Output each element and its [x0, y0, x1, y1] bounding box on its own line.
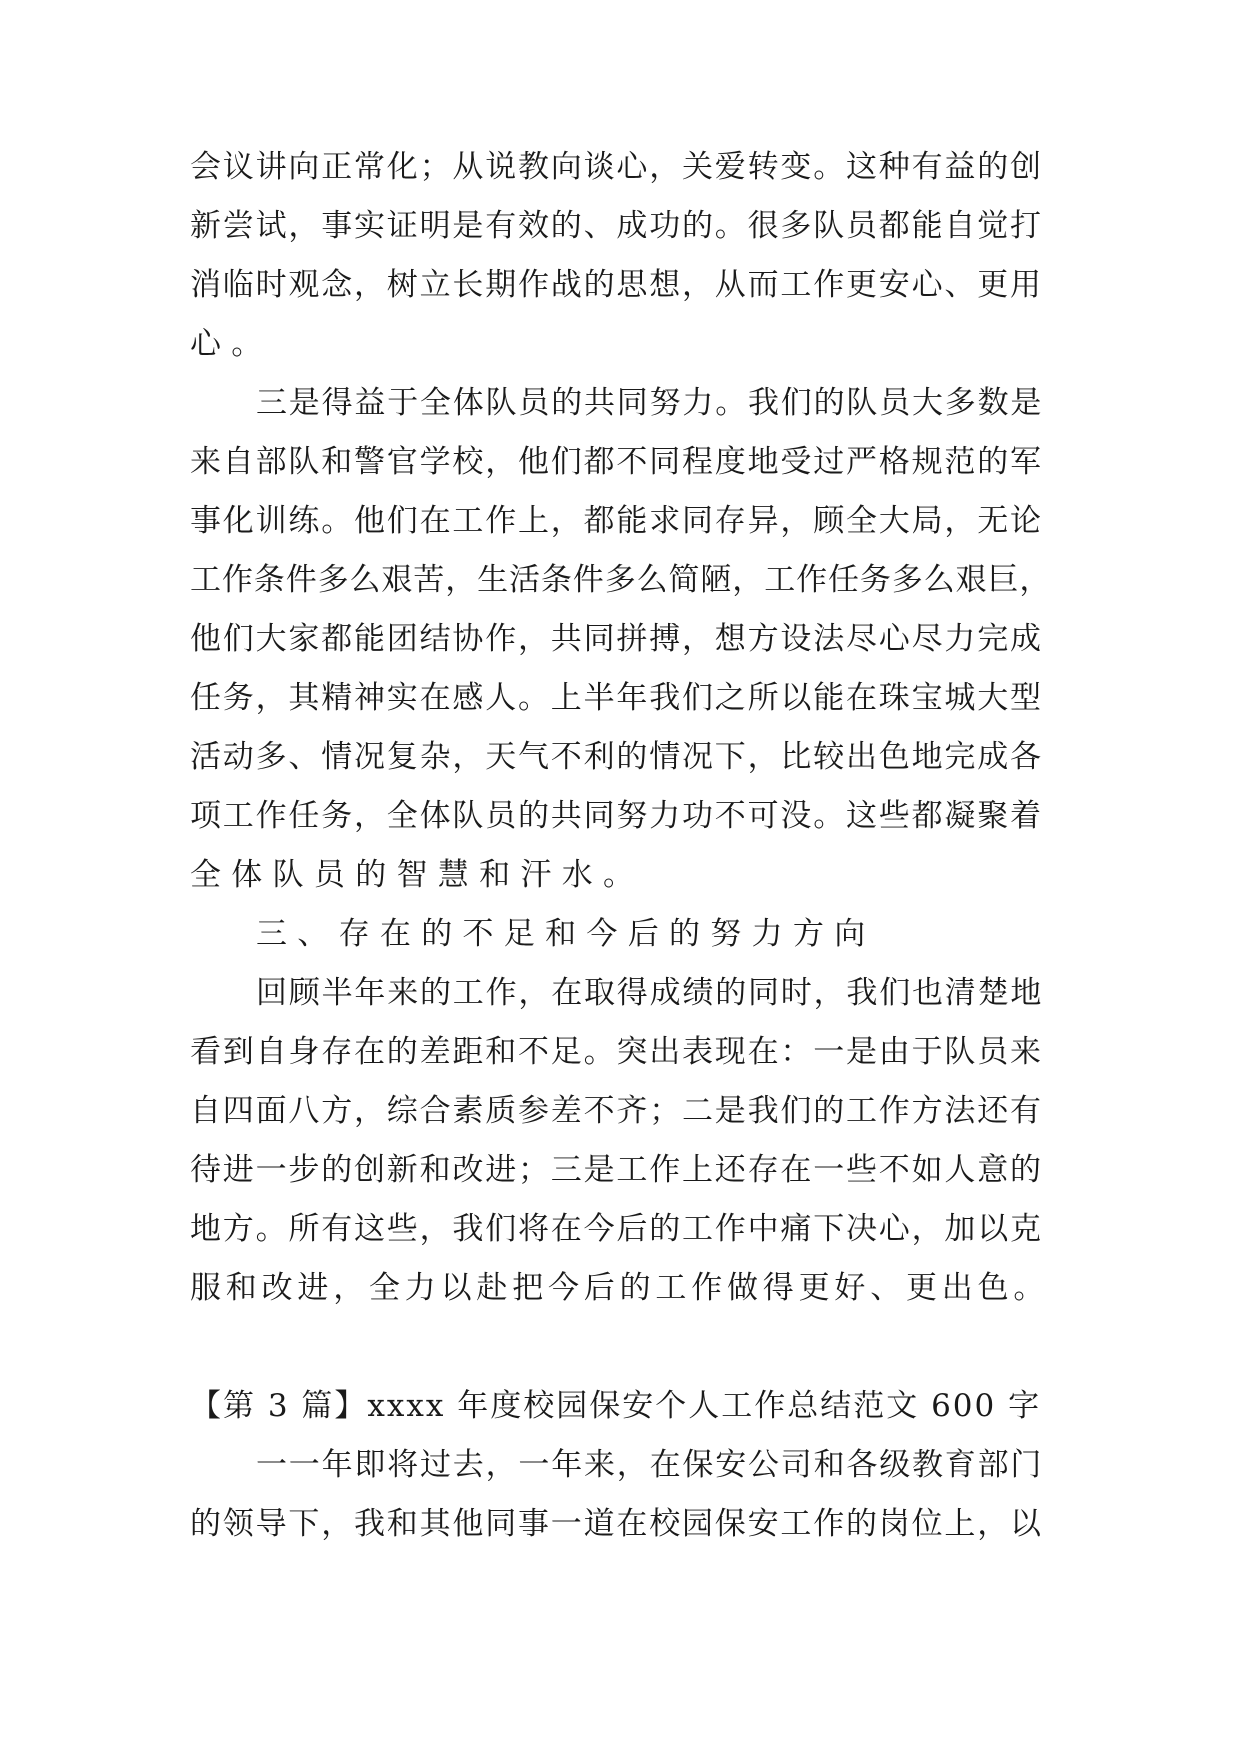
article-title: 【第 3 篇】xxxx 年度校园保安个人工作总结范文 600 字 — [190, 1388, 1042, 1424]
paragraph-line: 一一年即将过去，一年来，在保安公司和各级教育部门 — [256, 1447, 1044, 1483]
paragraph-line: 事化训练。他们在工作上，都能求同存异，顾全大局，无论 — [190, 503, 1043, 539]
paragraph-line: 回顾半年来的工作，在取得成绩的同时，我们也清楚地 — [256, 975, 1044, 1011]
paragraph-line: 项工作任务，全体队员的共同努力功不可没。这些都凝聚着 — [190, 798, 1043, 834]
paragraph-line: 地方。所有这些，我们将在今后的工作中痛下决心，加以克 — [190, 1211, 1043, 1247]
paragraph-line: 三是得益于全体队员的共同努力。我们的队员大多数是 — [256, 385, 1044, 421]
paragraph-line: 新尝试，事实证明是有效的、成功的。很多队员都能自觉打 — [190, 208, 1043, 244]
paragraph-line: 会议讲向正常化；从说教向谈心，关爱转变。这种有益的创 — [190, 149, 1043, 185]
paragraph-line: 看到自身存在的差距和不足。突出表现在：一是由于队员来 — [190, 1034, 1043, 1070]
paragraph-line: 他们大家都能团结协作，共同拼搏，想方设法尽心尽力完成 — [190, 621, 1043, 657]
paragraph-line: 来自部队和警官学校，他们都不同程度地受过严格规范的军 — [190, 444, 1043, 480]
paragraph-line: 的领导下，我和其他同事一道在校园保安工作的岗位上，以 — [190, 1506, 1043, 1542]
paragraph-line: 活动多、情况复杂，天气不利的情况下，比较出色地完成各 — [190, 739, 1043, 775]
paragraph-line: 待进一步的创新和改进；三是工作上还存在一些不如人意的 — [190, 1152, 1043, 1188]
paragraph-line: 自四面八方，综合素质参差不齐；二是我们的工作方法还有 — [190, 1093, 1043, 1129]
paragraph-line: 服和改进，全力以赴把今后的工作做得更好、更出色。 — [190, 1270, 1050, 1306]
paragraph-line: 消临时观念，树立长期作战的思想，从而工作更安心、更用 — [190, 267, 1043, 303]
paragraph-line: 工作条件多么艰苦，生活条件多么简陋，工作任务多么艰巨， — [190, 562, 1052, 598]
paragraph-line: 全体队员的智慧和汗水。 — [190, 857, 645, 893]
paragraph-line: 任务，其精神实在感人。上半年我们之所以能在珠宝城大型 — [190, 680, 1043, 716]
section-heading: 三、存在的不足和今后的努力方向 — [256, 916, 876, 952]
paragraph-line: 心。 — [190, 326, 273, 362]
